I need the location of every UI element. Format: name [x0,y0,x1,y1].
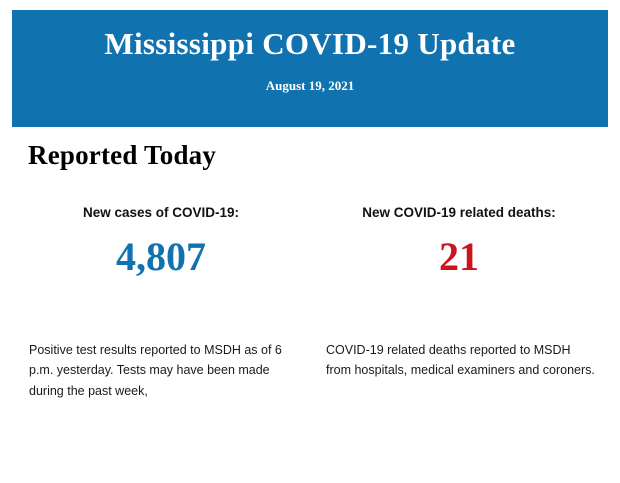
section-heading-reported-today: Reported Today [28,140,217,170]
report-date: August 19, 2021 [265,78,355,94]
stat-new-deaths [310,205,608,277]
stat-value-new-deaths: 21 [439,234,479,279]
descriptions-row [12,340,608,401]
stat-value-new-cases: 4,807 [116,234,206,279]
page-title: Mississippi COVID-19 Update [104,26,516,61]
description-new-cases: Positive test results reported to MSDH as of 6 p.m. yesterday. Tests may have been made during the past week, [29,343,282,398]
description-new-deaths: COVID-19 related deaths reported to MSDH from hospitals, medical examiners and coroners. [326,343,595,378]
stats-row [12,205,608,277]
stat-label-new-cases: New cases of COVID-19: [82,205,240,220]
header-banner [12,10,608,127]
stat-new-cases [12,205,310,277]
stat-label-new-deaths: New COVID-19 related deaths: [362,205,556,220]
